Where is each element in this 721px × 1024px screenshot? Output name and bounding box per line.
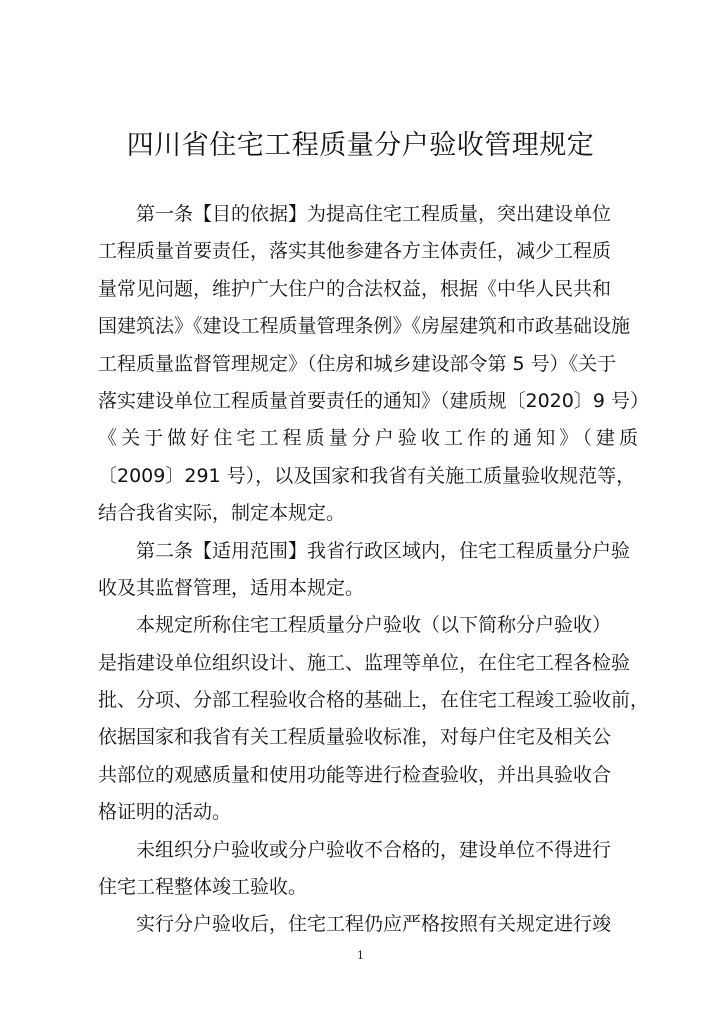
- body-line: 批、分项、分部工程验收合格的基础上，在住宅工程竣工验收前，: [98, 689, 650, 712]
- document-title: 四川省住宅工程质量分户验收管理规定: [126, 130, 595, 161]
- body-line: 第二条【适用范围】我省行政区域内，住宅工程质量分户验: [136, 539, 631, 562]
- body-line: 结合我省实际，制定本规定。: [98, 502, 346, 525]
- body-line: 收及其监督管理，适用本规定。: [98, 576, 365, 599]
- body-line: 本规定所称住宅工程质量分户验收（以下简称分户验收）: [136, 614, 612, 637]
- document-body: [98, 196, 650, 944]
- body-line: 未组织分户验收或分户验收不合格的，建设单位不得进行: [136, 838, 612, 861]
- body-line: 工程质量监督管理规定》（住房和城乡建设部令第 5 号）《关于: [98, 352, 617, 375]
- body-line: 实行分户验收后，住宅工程仍应严格按照有关规定进行竣: [136, 913, 612, 936]
- body-line: 落实建设单位工程质量首要责任的通知》（建质规〔2020〕9 号）: [98, 389, 649, 412]
- body-line: 是指建设单位组织设计、施工、监理等单位，在住宅工程各检验: [98, 651, 631, 674]
- page-number: 1: [357, 949, 364, 962]
- body-line: 〔2009〕291 号），以及国家和我省有关施工质量验收规范等，: [98, 464, 636, 487]
- body-line: 格证明的活动。: [98, 801, 232, 824]
- body-line: 第一条【目的依据】为提高住宅工程质量，突出建设单位: [136, 203, 612, 225]
- body-line: 《关于做好住宅工程质量分户验收工作的通知》（建质: [98, 427, 638, 450]
- body-line: 住宅工程整体竣工验收。: [98, 876, 308, 899]
- body-line: 量常见问题，维护广大住户的合法权益，根据《中华人民共和: [98, 277, 612, 300]
- body-line: 依据国家和我省有关工程质量验收标准，对每户住宅及相关公: [98, 726, 612, 749]
- body-line: 工程质量首要责任，落实其他参建各方主体责任，减少工程质: [98, 240, 612, 263]
- body-line: 国建筑法》《建设工程质量管理条例》《房屋建筑和市政基础设施: [98, 315, 631, 338]
- body-line: 共部位的观感质量和使用功能等进行检查验收，并出具验收合: [98, 763, 612, 786]
